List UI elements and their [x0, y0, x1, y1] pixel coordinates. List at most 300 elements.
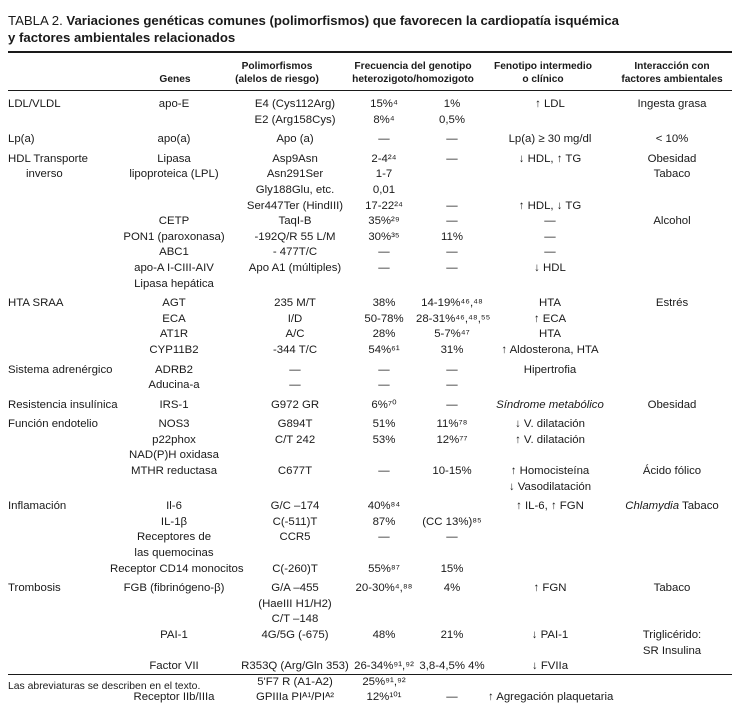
cell-fenotipo — [488, 515, 612, 531]
table-row — [8, 577, 732, 597]
cell-frecuencia-het — [352, 480, 416, 496]
cell-gen — [110, 183, 238, 199]
cell-gen: CETP — [158, 215, 190, 228]
cell-frecuencia-hom: 21% — [440, 629, 464, 641]
cell-sistema — [8, 343, 110, 359]
cell-interaccion — [612, 277, 732, 293]
cell-gen — [110, 644, 238, 660]
cell-polimorfismo: -192Q/R 55 L/M — [254, 230, 336, 243]
cell-interaccion — [612, 597, 732, 613]
table-row — [8, 644, 732, 660]
cell-gen: CYP11B2 — [149, 343, 199, 356]
cell-polimorfismo: Ser447Ter (HindIII) — [246, 199, 344, 212]
table-row — [8, 515, 732, 531]
cell-sistema: LDL/VLDL — [8, 98, 61, 110]
cell-interaccion — [612, 359, 732, 379]
table-row — [8, 359, 732, 379]
table-row — [8, 183, 732, 199]
cell-fenotipo: ↑ Agregación plaquetaria — [488, 691, 614, 704]
cell-gen: Receptor IIb/IIIa — [133, 691, 215, 704]
table-row — [8, 343, 732, 359]
cell-interaccion — [612, 546, 732, 562]
table-row — [8, 448, 732, 464]
cell-frecuencia-hom: 11% — [441, 230, 463, 243]
cell-sistema — [8, 199, 110, 215]
table-row — [8, 378, 732, 394]
cell-frecuencia-hom: 14-19%⁴⁶,⁴⁸ — [421, 297, 483, 310]
cell-gen: p22phox — [152, 433, 196, 446]
table-row — [8, 292, 732, 312]
cell-gen: IL-1β — [160, 515, 188, 528]
cell-frecuencia-het: 0,01 — [372, 183, 396, 196]
cell-interaccion: Estrés — [655, 297, 689, 310]
cell-gen: apo-E — [158, 98, 190, 110]
cell-fenotipo: ↑ LDL — [535, 98, 565, 110]
cell-sistema — [8, 277, 110, 293]
cell-sistema: Lp(a) — [8, 133, 35, 146]
cell-fenotipo: — — [544, 230, 556, 243]
cell-polimorfismo: G972 GR — [270, 398, 320, 411]
cell-gen: las quemocinas — [134, 547, 214, 560]
cell-fenotipo: ↑ Homocisteína — [510, 465, 590, 478]
cell-polimorfismo: I/D — [287, 312, 303, 325]
cell-polimorfismo: - 477T/C — [272, 246, 318, 259]
cell-gen: Receptores de — [136, 531, 212, 544]
cell-sistema: HTA SRAA — [8, 297, 64, 310]
genetic-variations-table — [8, 97, 732, 706]
cell-interaccion: Alcohol — [653, 215, 691, 228]
cell-frecuencia-hom: 4% — [443, 582, 461, 595]
cell-gen: NOS3 — [158, 418, 190, 431]
cell-polimorfismo — [238, 277, 352, 293]
cell-sistema — [8, 230, 110, 246]
cell-interaccion — [612, 659, 732, 675]
cell-fenotipo — [488, 597, 612, 613]
header-polimorfismos: Polimorfismos (alelos de riesgo) — [235, 61, 319, 85]
cell-frecuencia-het: 48% — [372, 629, 396, 641]
cell-frecuencia-het — [352, 277, 416, 293]
cell-polimorfismo: A/C — [285, 328, 305, 341]
cell-polimorfismo — [238, 546, 352, 562]
cell-fenotipo — [488, 378, 612, 394]
cell-polimorfismo: C/T –148 — [271, 613, 319, 626]
table-row — [8, 261, 732, 277]
cell-interaccion — [612, 113, 732, 129]
table-row — [8, 199, 732, 215]
table-row — [8, 277, 732, 293]
cell-fenotipo: Hipertrofia — [523, 363, 577, 376]
cell-frecuencia-het: 28% — [372, 328, 396, 341]
cell-frecuencia-hom: 11%⁷⁸ — [436, 418, 468, 431]
cell-polimorfismo: E2 (Arg158Cys) — [254, 113, 336, 126]
cell-frecuencia-het: — — [378, 465, 390, 478]
cell-interaccion — [612, 675, 732, 691]
cell-interaccion — [612, 433, 732, 449]
cell-gen: apo(a) — [157, 133, 191, 146]
cell-fenotipo — [488, 183, 612, 199]
header-frecuencia: Frecuencia del genotipo heterozigoto/homozigoto — [352, 61, 474, 85]
table-row — [8, 312, 732, 328]
cell-interaccion — [612, 413, 732, 433]
cell-fenotipo: Lp(a) ≥ 30 mg/dl — [508, 133, 592, 146]
cell-polimorfismo — [238, 480, 352, 496]
cell-interaccion — [612, 562, 732, 578]
cell-sistema: Sistema adrenérgico — [8, 363, 113, 376]
cell-fenotipo: HTA — [539, 328, 561, 341]
cell-polimorfismo: — — [289, 363, 301, 376]
cell-sistema — [8, 433, 110, 449]
cell-gen — [110, 612, 238, 628]
cell-polimorfismo: Gly188Glu, etc. — [255, 183, 335, 196]
cell-interaccion: Triglicérido: — [642, 629, 702, 641]
top-rule — [8, 51, 732, 53]
cell-interaccion: Obesidad — [647, 152, 697, 165]
cell-frecuencia-hom: 10-15% — [432, 465, 472, 478]
cell-gen: Il-6 — [166, 500, 182, 513]
cell-sistema — [8, 183, 110, 199]
cell-interaccion: Chlamydia Tabaco — [625, 500, 719, 513]
table-row — [8, 495, 732, 515]
cell-frecuencia-het: — — [378, 531, 390, 544]
cell-gen — [110, 480, 238, 496]
cell-polimorfismo: Asp9Asn — [272, 152, 318, 165]
cell-polimorfismo — [238, 448, 352, 464]
cell-frecuencia-het: — — [378, 363, 390, 376]
cell-frecuencia-het: — — [378, 261, 390, 274]
cell-frecuencia-het: 50-78% — [364, 312, 404, 325]
cell-frecuencia-het: 51% — [372, 418, 396, 431]
cell-frecuencia-hom: — — [446, 398, 458, 411]
cell-fenotipo: ↓ PAI-1 — [531, 629, 569, 641]
table-row — [8, 659, 732, 675]
cell-gen — [110, 597, 238, 613]
cell-interaccion — [612, 530, 732, 546]
table-row — [8, 612, 732, 628]
cell-sistema — [8, 327, 110, 343]
table-row — [8, 230, 732, 246]
cell-frecuencia-hom: 12%⁷⁷ — [436, 433, 468, 446]
cell-frecuencia-het: 17-22²⁴ — [365, 199, 403, 212]
table-row — [8, 546, 732, 562]
cell-gen: FGB (fibrinógeno-β) — [123, 582, 225, 595]
table-row — [8, 148, 732, 168]
cell-frecuencia-hom: — — [446, 691, 458, 704]
cell-frecuencia-hom — [416, 448, 488, 464]
table-row — [8, 628, 732, 644]
cell-gen — [110, 199, 238, 215]
table-title-line-2: y factores ambientales relacionados — [8, 30, 236, 45]
cell-frecuencia-hom — [416, 167, 488, 183]
cell-polimorfismo: Apo (a) — [276, 133, 314, 146]
cell-polimorfismo: Asn291Ser — [266, 168, 324, 181]
cell-polimorfismo: G/C –174 — [270, 500, 320, 513]
cell-interaccion — [612, 183, 732, 199]
cell-interaccion: SR Insulina — [642, 644, 702, 657]
table-row — [8, 433, 732, 449]
cell-polimorfismo: C(-511)T — [272, 515, 318, 528]
cell-polimorfismo: GPIIIa PIᴬ¹/PIᴬ² — [255, 691, 335, 704]
cell-polimorfismo: Apo A1 (múltiples) — [248, 261, 342, 274]
cell-frecuencia-hom — [416, 277, 488, 293]
cell-polimorfismo: C/T 242 — [274, 433, 316, 446]
cell-fenotipo: — — [544, 246, 556, 259]
cell-frecuencia-hom: 31% — [440, 343, 464, 356]
cell-frecuencia-het: 1-7 — [375, 168, 393, 181]
cell-frecuencia-het: 35%²⁹ — [368, 215, 400, 228]
cell-interaccion — [612, 312, 732, 328]
cell-frecuencia-hom: 1% — [443, 98, 461, 110]
cell-frecuencia-hom: 28-31%⁴⁶,⁴⁸,⁵⁵ — [416, 312, 491, 325]
table-row — [8, 562, 732, 578]
table-row — [8, 327, 732, 343]
cell-frecuencia-het — [352, 448, 416, 464]
cell-interaccion — [612, 343, 732, 359]
cell-sistema — [8, 597, 110, 613]
cell-frecuencia-hom: — — [446, 152, 458, 165]
table-row — [8, 214, 732, 230]
cell-frecuencia-het: — — [378, 133, 390, 146]
table-row — [8, 530, 732, 546]
cell-sistema — [8, 644, 110, 660]
cell-interaccion: Tabaco — [653, 582, 691, 595]
cell-fenotipo — [488, 530, 612, 546]
cell-frecuencia-het: 8%⁴ — [373, 113, 395, 126]
cell-frecuencia-hom: — — [446, 199, 458, 212]
table-row — [8, 464, 732, 480]
cell-fenotipo: ↑ HDL, ↓ TG — [518, 199, 582, 212]
cell-fenotipo: — — [544, 215, 556, 228]
cell-sistema — [8, 261, 110, 277]
header-fenotipo: Fenotipo intermedio o clínico — [494, 61, 592, 85]
cell-frecuencia-het — [352, 644, 416, 660]
table-row — [8, 113, 732, 129]
cell-gen: ECA — [162, 312, 186, 325]
cell-gen: ABC1 — [159, 246, 189, 259]
cell-fenotipo — [488, 546, 612, 562]
cell-interaccion — [612, 327, 732, 343]
cell-gen: Lipasa hepática — [134, 277, 214, 290]
cell-interaccion: Obesidad — [647, 398, 697, 411]
table-row — [8, 97, 732, 113]
cell-frecuencia-het: 55%⁸⁷ — [368, 562, 400, 575]
cell-gen: MTHR reductasa — [130, 465, 218, 478]
cell-fenotipo: ↑ Aldosterona, HTA — [501, 343, 599, 356]
cell-fenotipo: ↓ V. dilatación — [515, 418, 585, 431]
cell-fenotipo: ↓ HDL — [534, 261, 566, 274]
cell-polimorfismo: CCR5 — [279, 531, 311, 544]
cell-polimorfismo: R353Q (Arg/Gln 353) — [241, 660, 349, 673]
cell-interaccion — [612, 480, 732, 496]
footnote: Las abreviaturas se describen en el texto. — [8, 681, 201, 692]
cell-fenotipo: ↓ FVIIa — [531, 660, 569, 673]
cell-sistema — [8, 378, 110, 394]
cell-gen: AT1R — [159, 328, 189, 341]
cell-gen: IRS-1 — [159, 398, 189, 411]
cell-polimorfismo: C677T — [277, 465, 313, 478]
cell-frecuencia-hom — [416, 597, 488, 613]
cell-polimorfismo: — — [289, 379, 301, 392]
table-body — [8, 97, 732, 706]
table-row — [8, 394, 732, 414]
cell-sistema — [8, 546, 110, 562]
cell-fenotipo: ↑ IL-6, ↑ FGN — [516, 500, 584, 513]
cell-fenotipo — [488, 113, 612, 129]
table-row — [8, 245, 732, 261]
cell-frecuencia-het: 15%⁴ — [370, 98, 398, 110]
cell-polimorfismo: 235 M/T — [274, 297, 316, 310]
cell-fenotipo — [488, 277, 612, 293]
cell-fenotipo — [488, 644, 612, 660]
cell-interaccion — [612, 230, 732, 246]
cell-fenotipo: ↑ ECA — [533, 312, 567, 325]
cell-fenotipo — [488, 675, 612, 691]
cell-frecuencia-hom: 3,8-4,5% 4% — [419, 660, 485, 673]
cell-fenotipo — [488, 167, 612, 183]
cell-polimorfismo — [238, 644, 352, 660]
cell-interaccion — [612, 690, 732, 706]
cell-frecuencia-hom — [416, 612, 488, 628]
cell-frecuencia-hom: (CC 13%)⁸⁵ — [422, 515, 482, 528]
cell-sistema — [8, 659, 110, 675]
cell-interaccion: Ingesta grasa — [637, 98, 707, 110]
cell-sistema — [8, 612, 110, 628]
header-genes: Genes — [159, 74, 191, 85]
cell-fenotipo: ↓ HDL, ↑ TG — [518, 152, 582, 165]
cell-fenotipo: HTA — [539, 297, 561, 310]
cell-frecuencia-hom: — — [446, 133, 458, 146]
cell-gen — [110, 113, 238, 129]
cell-gen: ADRB2 — [155, 363, 193, 376]
cell-interaccion: Ácido fólico — [642, 465, 702, 478]
cell-interaccion: < 10% — [655, 133, 689, 146]
table-row — [8, 480, 732, 496]
cell-gen: Receptor CD14 monocitos — [110, 562, 244, 575]
table-row — [8, 413, 732, 433]
cell-sistema — [8, 515, 110, 531]
header-interaccion: Interacción con factores ambientales — [621, 61, 723, 85]
cell-polimorfismo: E4 (Cys112Arg) — [254, 98, 336, 110]
cell-polimorfismo: 4G/5G (-675) — [261, 629, 329, 641]
cell-interaccion — [612, 261, 732, 277]
cell-sistema: Inflamación — [8, 500, 67, 513]
cell-frecuencia-het — [352, 612, 416, 628]
cell-polimorfismo: -344 T/C — [272, 343, 318, 356]
cell-polimorfismo: TaqI-B — [278, 215, 312, 228]
cell-frecuencia-hom — [416, 546, 488, 562]
cell-interaccion — [612, 245, 732, 261]
cell-frecuencia-het: — — [378, 246, 390, 259]
cell-fenotipo: ↓ Vasodilatación — [508, 480, 592, 493]
cell-interaccion — [612, 448, 732, 464]
cell-sistema — [8, 245, 110, 261]
cell-polimorfismo: C(-260)T — [272, 562, 318, 575]
cell-frecuencia-het: 2-4²⁴ — [371, 152, 397, 165]
cell-gen: lipoproteica (LPL) — [129, 168, 219, 181]
cell-gen: NAD(P)H oxidasa — [129, 449, 219, 462]
cell-fenotipo: Síndrome metabólico — [496, 398, 604, 411]
cell-sistema — [8, 628, 110, 644]
cell-sistema — [8, 480, 110, 496]
cell-interaccion — [612, 199, 732, 215]
cell-frecuencia-het: 26-34%⁹¹,⁹² — [354, 660, 414, 673]
cell-frecuencia-het — [352, 597, 416, 613]
cell-frecuencia-hom: — — [446, 215, 458, 228]
cell-interaccion: Tabaco — [653, 168, 691, 181]
cell-fenotipo — [488, 448, 612, 464]
cell-fenotipo: ↑ FGN — [533, 582, 567, 595]
table-number: TABLA 2. — [8, 13, 63, 28]
cell-frecuencia-hom — [416, 675, 488, 691]
cell-sistema: inverso — [26, 168, 63, 181]
cell-sistema — [8, 113, 110, 129]
cell-interaccion — [612, 612, 732, 628]
cell-frecuencia-het: 25%⁹¹,⁹² — [362, 675, 406, 688]
cell-fenotipo — [488, 562, 612, 578]
cell-frecuencia-hom: — — [446, 246, 458, 259]
cell-sistema — [8, 562, 110, 578]
cell-frecuencia-het: 12%¹⁰¹ — [366, 691, 402, 704]
cell-sistema: Resistencia insulínica — [8, 398, 118, 411]
cell-gen: Aducina-a — [148, 379, 200, 392]
cell-frecuencia-het: 20-30%⁴,⁸⁸ — [355, 582, 413, 595]
cell-gen: apo-A I-CIII-AIV — [134, 261, 214, 274]
cell-frecuencia-hom — [416, 480, 488, 496]
cell-polimorfismo: G/A –455 — [271, 582, 319, 595]
table-title — [8, 12, 732, 46]
cell-frecuencia-hom: — — [446, 531, 458, 544]
cell-frecuencia-het: 30%³⁵ — [368, 230, 400, 243]
cell-gen: PON1 (paroxonasa) — [123, 230, 225, 243]
cell-interaccion — [612, 378, 732, 394]
cell-sistema: Trombosis — [8, 582, 61, 595]
cell-frecuencia-het: — — [378, 379, 390, 392]
cell-frecuencia-het: 87% — [372, 515, 396, 528]
cell-frecuencia-het: 54%⁶¹ — [368, 343, 400, 356]
cell-gen: Lipasa — [157, 152, 191, 165]
cell-interaccion — [612, 515, 732, 531]
cell-frecuencia-hom: 5-7%⁴⁷ — [434, 328, 470, 341]
cell-frecuencia-het: 38% — [372, 297, 396, 310]
cell-polimorfismo: 5'F7 R (A1-A2) — [257, 675, 333, 688]
cell-sistema — [8, 530, 110, 546]
cell-polimorfismo: G894T — [277, 418, 313, 431]
cell-frecuencia-hom — [416, 183, 488, 199]
cell-sistema — [8, 312, 110, 328]
cell-frecuencia-het: 53% — [372, 433, 396, 446]
cell-frecuencia-het — [352, 546, 416, 562]
cell-frecuencia-hom — [416, 495, 488, 515]
cell-sistema: HDL Transporte — [8, 152, 88, 165]
table-row — [8, 128, 732, 148]
cell-fenotipo: ↑ V. dilatación — [515, 433, 585, 446]
cell-gen: AGT — [162, 297, 186, 310]
cell-frecuencia-hom — [416, 644, 488, 660]
cell-frecuencia-het: 40%⁸⁴ — [367, 500, 401, 513]
cell-gen: PAI-1 — [160, 629, 188, 641]
cell-frecuencia-het: 6%⁷⁰ — [371, 398, 397, 411]
bottom-rule — [8, 674, 732, 675]
cell-sistema: Función endotelio — [8, 418, 98, 431]
cell-sistema — [8, 214, 110, 230]
table-title-line-1: Variaciones genéticas comunes (polimorfismos) que favorecen la cardiopatía isquémica — [66, 13, 620, 28]
cell-fenotipo — [488, 612, 612, 628]
cell-frecuencia-hom: 15% — [440, 562, 464, 575]
cell-sistema — [8, 464, 110, 480]
table-row — [8, 597, 732, 613]
cell-polimorfismo: (HaeIII H1/H2) — [258, 597, 332, 610]
cell-frecuencia-hom: — — [446, 363, 458, 376]
cell-frecuencia-hom: — — [446, 261, 458, 274]
